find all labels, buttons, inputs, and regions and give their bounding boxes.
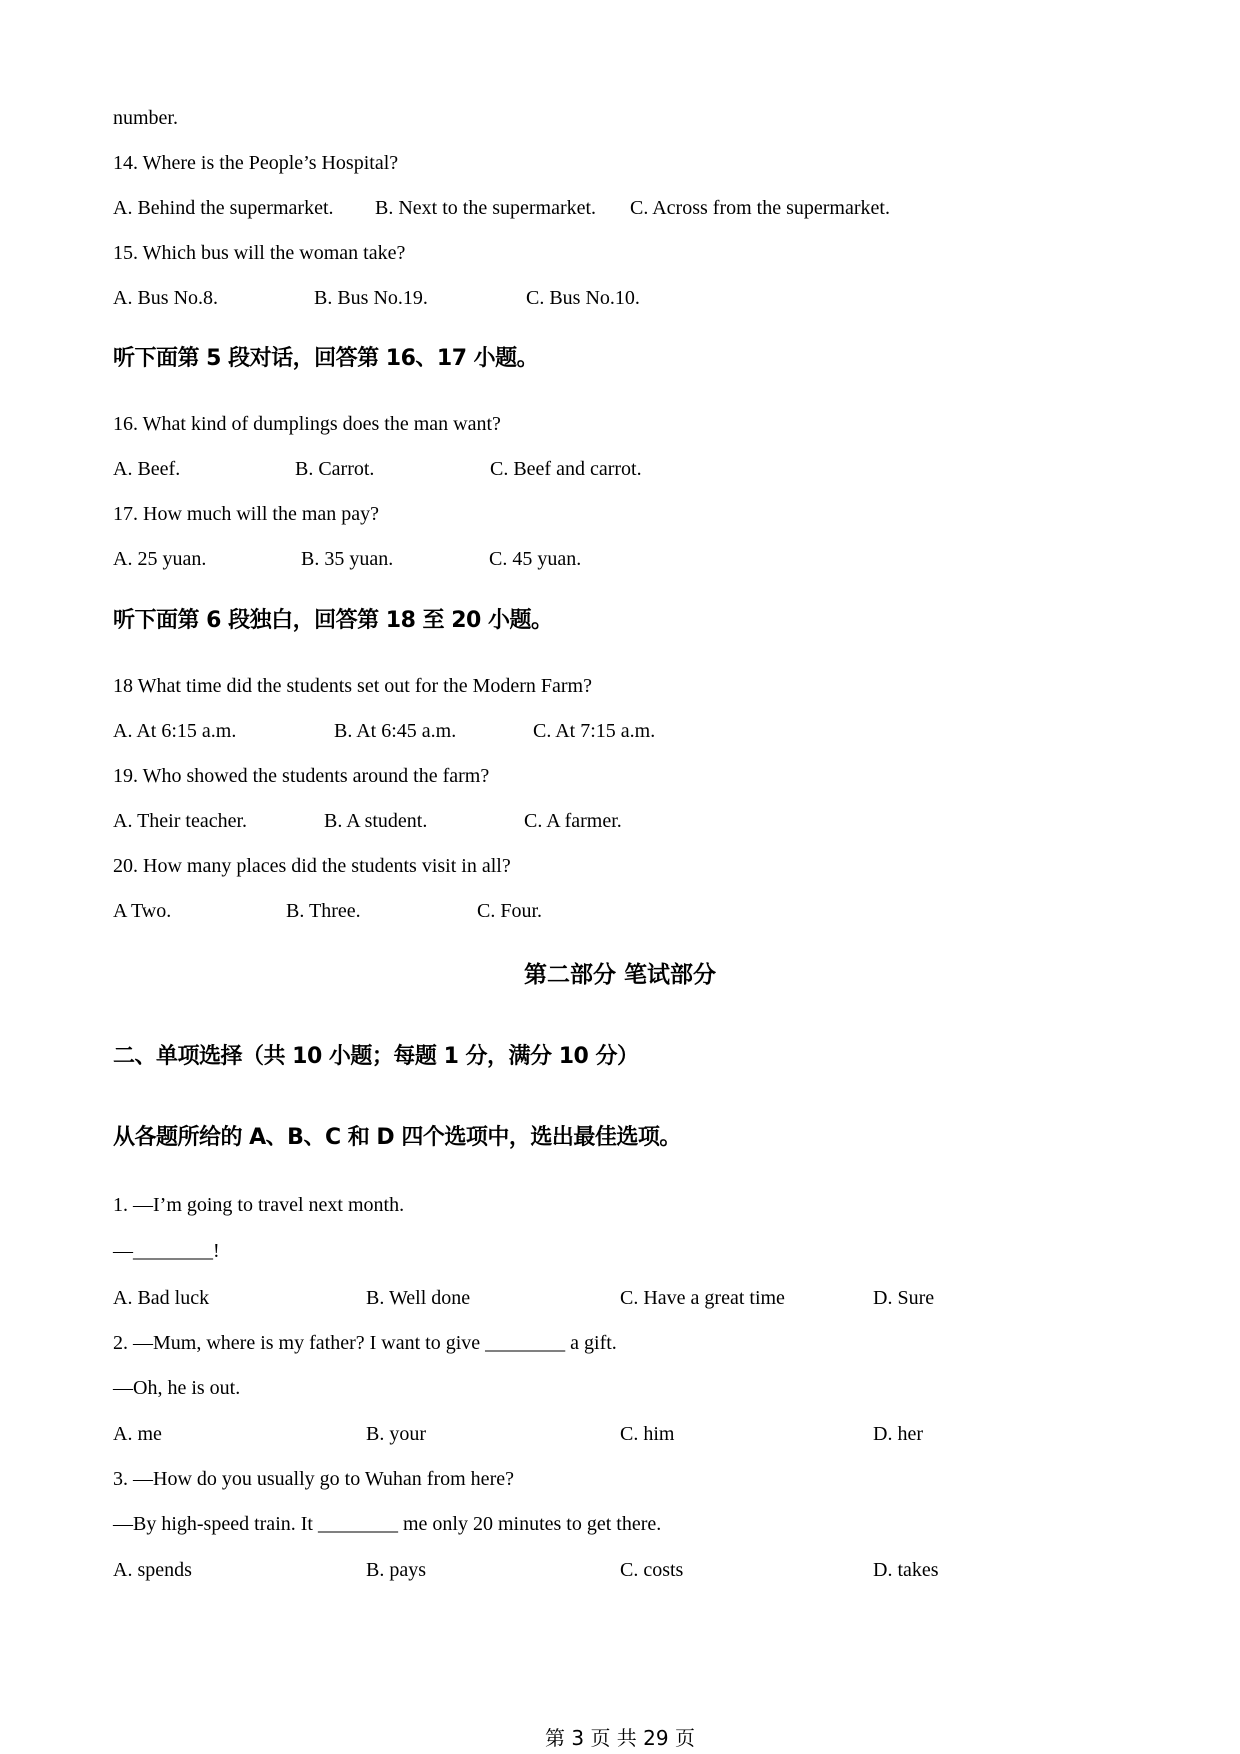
mc-question-2-line1: 2. —Mum, where is my father? I want to give ________ a gift.	[113, 1332, 617, 1354]
q14-option-a: A. Behind the supermarket.	[113, 197, 334, 219]
mc-q2-option-b: B. your	[366, 1423, 426, 1445]
q16-option-b: B. Carrot.	[295, 458, 375, 480]
q15-option-c: C. Bus No.10.	[526, 287, 640, 309]
q15-option-b: B. Bus No.19.	[314, 287, 428, 309]
instruction-heading: 从各题所给的 A、B、C 和 D 四个选项中，选出最佳选项。	[113, 1125, 681, 1150]
q17-option-c: C. 45 yuan.	[489, 548, 582, 570]
q16-option-c: C. Beef and carrot.	[490, 458, 642, 480]
q17-option-b: B. 35 yuan.	[301, 548, 394, 570]
mc-question-3-line2: —By high-speed train. It ________ me only 20 minutes to get there.	[113, 1513, 662, 1535]
q20-option-a: A Two.	[113, 900, 172, 922]
question-19: 19. Who showed the students around the farm?	[113, 765, 490, 787]
q18-option-c: C. At 7:15 a.m.	[533, 720, 656, 742]
mc-q1-option-c: C. Have a great time	[620, 1287, 785, 1309]
mc-q1-option-a: A. Bad luck	[113, 1287, 210, 1309]
question-16: 16. What kind of dumplings does the man want?	[113, 413, 501, 435]
page-number-footer: 第 3 页 共 29 页	[545, 1726, 695, 1750]
q20-option-c: C. Four.	[477, 900, 543, 922]
q17-option-a: A. 25 yuan.	[113, 548, 207, 570]
mc-question-1-line2: —________!	[113, 1240, 220, 1262]
q20-option-b: B. Three.	[286, 900, 361, 922]
section-5-heading: 听下面第 5 段对话，回答第 16、17 小题。	[113, 346, 539, 371]
mc-q2-option-c: C. him	[620, 1423, 675, 1445]
part-2-title: 第二部分 笔试部分	[523, 962, 716, 988]
mc-q1-option-d: D. Sure	[873, 1287, 935, 1309]
mc-question-3-line1: 3. —How do you usually go to Wuhan from here?	[113, 1468, 514, 1490]
continued-text: number.	[113, 107, 178, 129]
q15-option-a: A. Bus No.8.	[113, 287, 219, 309]
q18-option-a: A. At 6:15 a.m.	[113, 720, 237, 742]
mc-q2-option-d: D. her	[873, 1423, 923, 1445]
q19-option-b: B. A student.	[324, 810, 428, 832]
question-18: 18 What time did the students set out for the Modern Farm?	[113, 675, 592, 697]
q16-option-a: A. Beef.	[113, 458, 181, 480]
mc-q1-option-b: B. Well done	[366, 1287, 471, 1309]
mc-q3-option-a: A. spends	[113, 1559, 192, 1581]
mc-q3-option-b: B. pays	[366, 1559, 426, 1581]
mc-question-2-line2: —Oh, he is out.	[113, 1377, 241, 1399]
question-15: 15. Which bus will the woman take?	[113, 242, 406, 264]
question-14: 14. Where is the People’s Hospital?	[113, 152, 399, 174]
mc-q3-option-c: C. costs	[620, 1559, 684, 1581]
section-2-heading: 二、单项选择（共 10 小题；每题 1 分，满分 10 分）	[113, 1044, 639, 1069]
question-17: 17. How much will the man pay?	[113, 503, 380, 525]
q19-option-a: A. Their teacher.	[113, 810, 248, 832]
q14-option-b: B. Next to the supermarket.	[375, 197, 597, 219]
q19-option-c: C. A farmer.	[524, 810, 622, 832]
mc-q3-option-d: D. takes	[873, 1559, 939, 1581]
mc-question-1-line1: 1. —I’m going to travel next month.	[113, 1194, 405, 1216]
q14-option-c: C. Across from the supermarket.	[630, 197, 890, 219]
mc-q2-option-a: A. me	[113, 1423, 162, 1445]
section-6-heading: 听下面第 6 段独白，回答第 18 至 20 小题。	[113, 608, 553, 633]
q18-option-b: B. At 6:45 a.m.	[334, 720, 457, 742]
question-20: 20. How many places did the students visit in all?	[113, 855, 511, 877]
